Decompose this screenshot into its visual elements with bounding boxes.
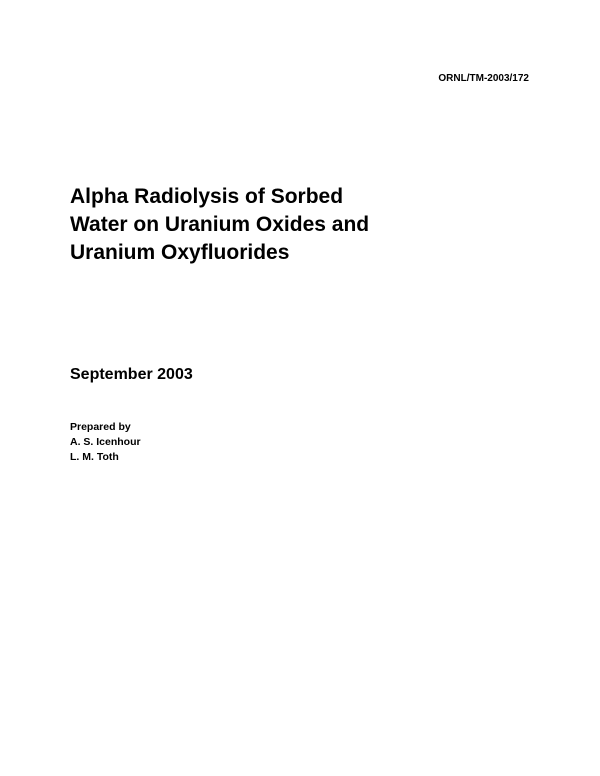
document-title [70,183,369,267]
report-number: ORNL/TM-2003/172 [438,73,529,84]
publication-date: September 2003 [70,366,193,383]
prepared-by-block [70,420,141,465]
author-name: L. M. Toth [70,451,119,463]
title-line: Alpha Radiolysis of Sorbed [70,185,344,208]
prepared-by-label: Prepared by [70,421,131,433]
author-name: A. S. Icenhour [70,436,141,448]
title-line: Uranium Oxyfluorides [70,241,290,264]
title-line: Water on Uranium Oxides and [70,213,370,236]
